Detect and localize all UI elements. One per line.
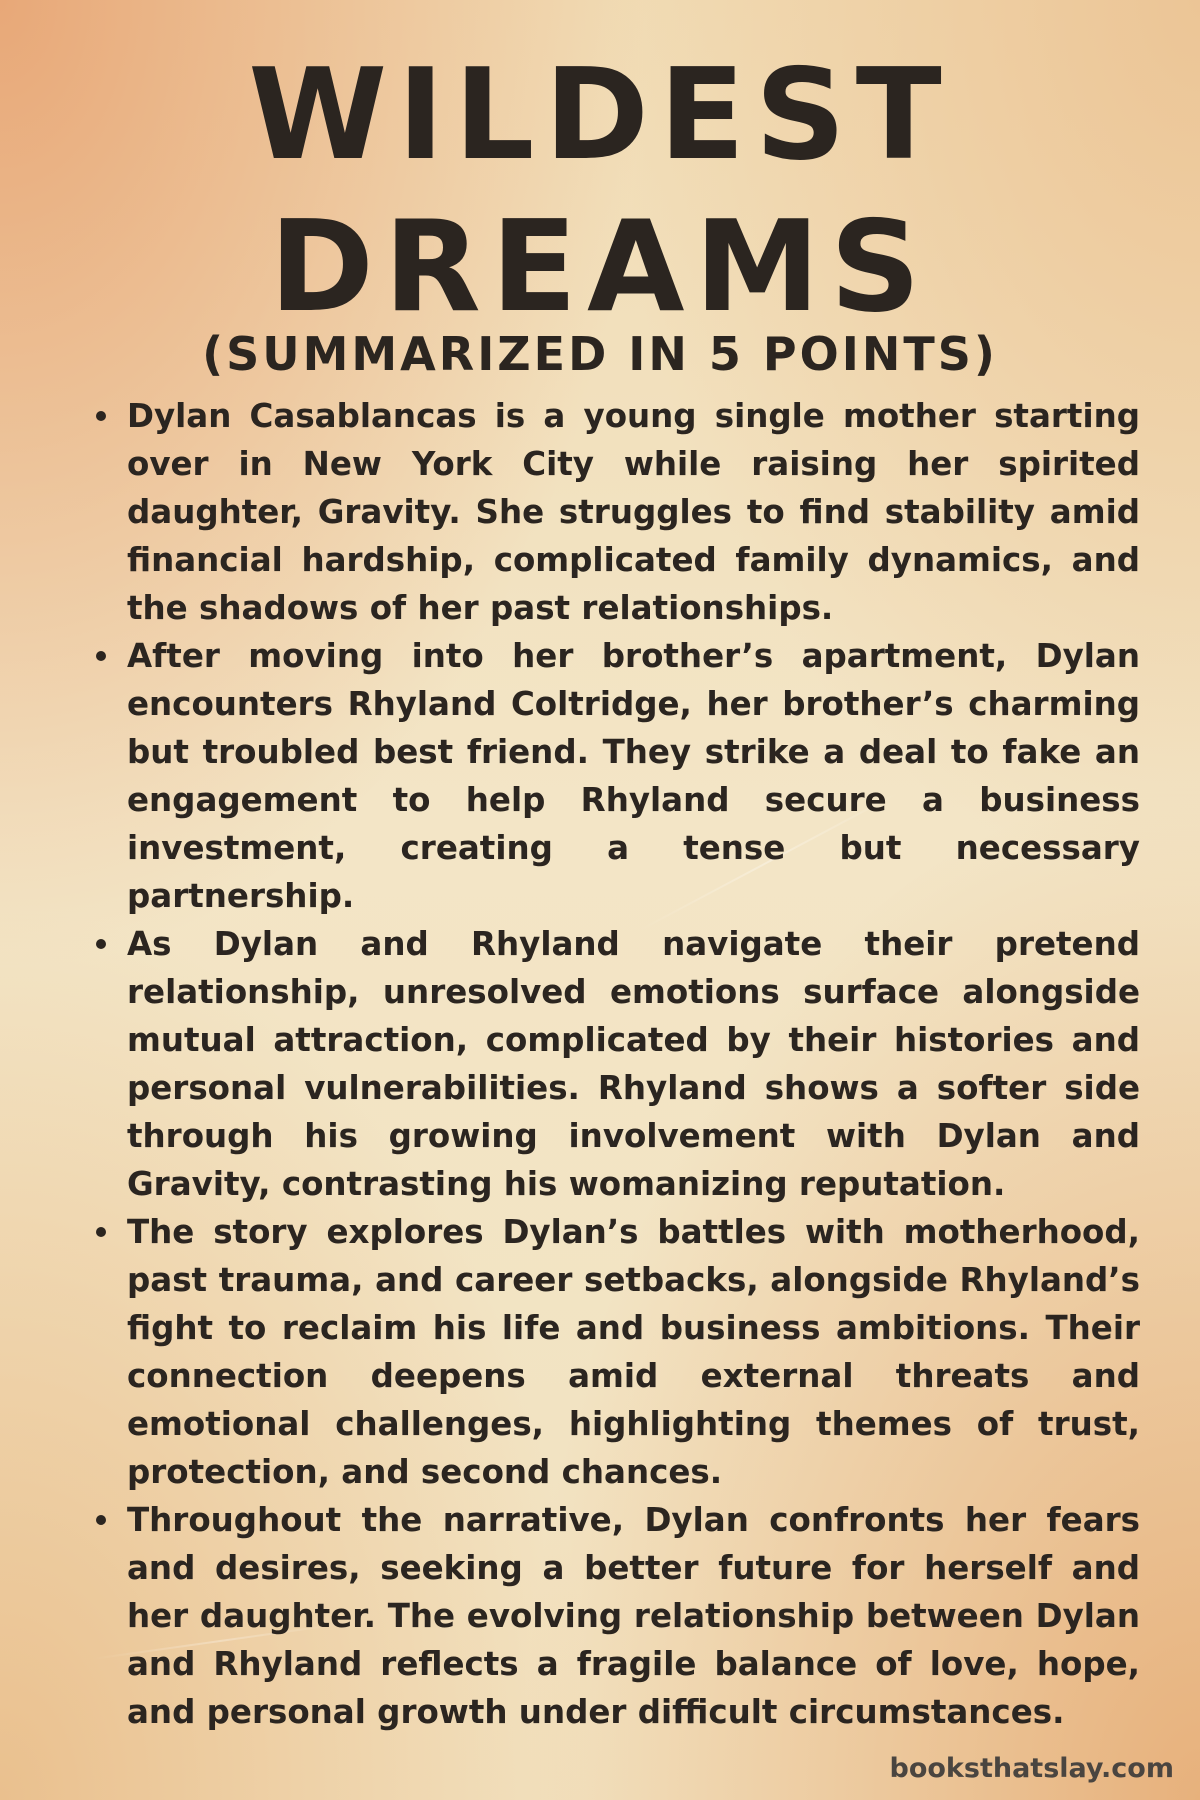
summary-point-5	[90, 1496, 1140, 1736]
website-credit: booksthatslay.com	[889, 1753, 1174, 1784]
summary-point-text: After moving into her brother’s apartment, Dylan encounters Rhyland Coltridge, her brother’s charming but troubled best friend. They strike a deal to fake an engagement to help Rhyland secure a business investment, creating a tense but necessary partnership.	[127, 637, 1140, 915]
summary-point-text: The story explores Dylan’s battles with motherhood, past trauma, and career setbacks, alongside Rhyland’s fight to reclaim his life and business ambitions. Their connection deepens amid external threats and emotional challenges, highlighting themes of trust, protection, and second chances.	[127, 1213, 1140, 1491]
summary-points-list	[90, 392, 1140, 1736]
book-title-line-1: WILDEST	[248, 41, 952, 188]
summary-point-3	[90, 920, 1140, 1208]
book-title-line-2: DREAMS	[269, 193, 931, 340]
bullet-icon	[96, 651, 106, 661]
summary-point-1	[90, 392, 1140, 632]
summary-point-2	[90, 632, 1140, 920]
bullet-icon	[96, 1227, 106, 1237]
bullet-icon	[96, 1515, 106, 1525]
bullet-icon	[96, 939, 106, 949]
summary-point-text: Dylan Casablancas is a young single mother starting over in New York City while raising her spirited daughter, Gravity. She struggles to find stability amid financial hardship, complicated family dynamics, and the shadows of her past relationships.	[127, 397, 1140, 627]
bullet-icon	[96, 411, 106, 421]
page-subtitle: (SUMMARIZED IN 5 POINTS)	[202, 327, 998, 381]
summary-point-4	[90, 1208, 1140, 1496]
summary-point-text: Throughout the narrative, Dylan confronts her fears and desires, seeking a better future for herself and her daughter. The evolving relationship between Dylan and Rhyland reflects a fragile balance of love, hope, and personal growth under difficult circumstances.	[127, 1501, 1140, 1731]
summary-point-text: As Dylan and Rhyland navigate their pretend relationship, unresolved emotions surface alongside mutual attraction, complicated by their histories and personal vulnerabilities. Rhyland shows a softer side through his growing involvement with Dylan and Gravity, contrasting his womanizing reputation.	[127, 925, 1140, 1203]
